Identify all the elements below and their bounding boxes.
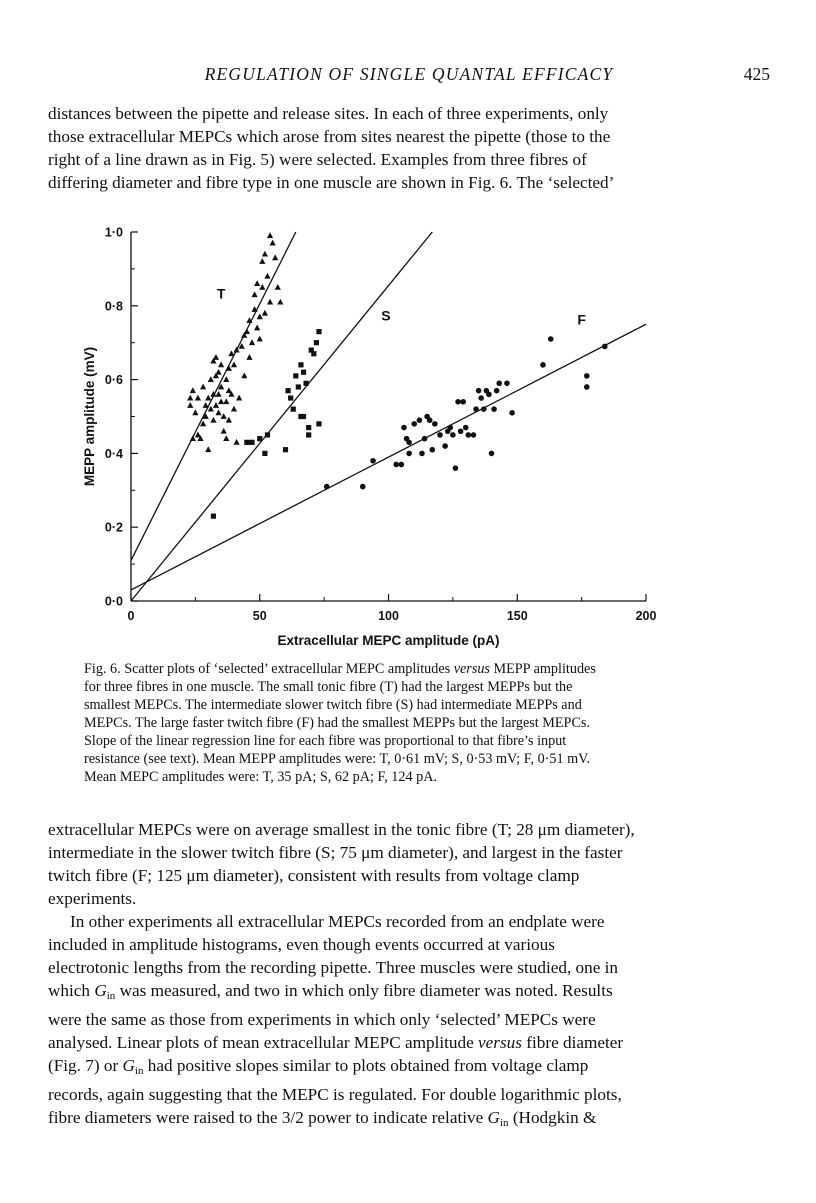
data-point-f [448,425,454,431]
data-point-t [205,446,211,452]
symbol-g: G [122,1056,135,1075]
data-point-t [210,417,216,423]
data-point-t [259,258,265,264]
data-point-t [205,395,211,401]
data-point-s [262,451,267,456]
text-line [48,1054,770,1083]
data-point-s [211,514,216,519]
data-point-f [453,465,459,471]
text-segment: fibre diameters were raised to the 3/2 power to indicate relative [48,1108,488,1127]
data-point-f [478,395,484,401]
data-point-f [399,462,405,468]
data-point-f [393,462,399,468]
data-point-f [460,399,466,405]
text-line [48,979,770,1008]
data-point-t [257,336,263,342]
data-point-s [244,440,249,445]
data-point-t [226,417,232,423]
x-tick-label: 0 [127,609,135,623]
data-point-t [277,299,283,305]
caption-line: smallest MEPCs. The intermediate slower twitch fibre (S) had intermediate MEPPs and [84,697,582,713]
data-point-t [270,240,276,246]
data-point-t [267,232,273,238]
y-tick-label: 1·0 [104,225,123,240]
data-point-t [262,310,268,316]
data-point-t [249,339,255,345]
data-point-t [262,251,268,257]
data-point-f [489,451,495,457]
y-tick-label: 0·2 [104,520,123,535]
data-point-f [455,399,461,405]
data-point-t [259,284,265,290]
data-point-f [584,384,590,390]
page-number: 425 [743,64,770,84]
x-tick-label: 150 [506,609,528,623]
data-point-s [314,340,319,345]
data-point-f [324,484,330,490]
data-point-f [417,417,423,423]
x-tick-label: 100 [378,609,399,623]
data-point-t [226,365,232,371]
caption-line: Slope of the linear regression line for each fibre was proportional to that fibre’s input [84,733,567,749]
data-point-s [293,373,298,378]
data-point-s [311,351,316,356]
data-point-f [481,406,487,412]
data-point-t [246,354,252,360]
subscript-in: in [499,1117,509,1129]
data-point-s [257,436,262,441]
data-point-f [411,421,417,427]
data-point-t [221,428,227,434]
data-point-s [283,447,288,452]
paragraph-1 [48,818,770,910]
data-point-f [429,447,435,453]
text-line: extracellular MEPCs were on average smallest in the tonic fibre (T; 28 μm diameter), [48,820,635,839]
text-line: right of a line drawn as in Fig. 5) were selected. Examples from three fibres of [48,150,587,169]
data-point-t [231,361,237,367]
y-axis-label: MEPP amplitude (mV) [82,346,97,487]
x-tick-label: 50 [252,609,267,623]
text-line: In other experiments all extracellular MEPCs recorded from an endplate were [70,912,605,931]
series-label-s: S [381,307,391,324]
running-title: REGULATION OF SINGLE QUANTAL EFFICACY [204,64,614,84]
text-line: twitch fibre (F; 125 μm diameter), consistent with results from voltage clamp [48,866,580,885]
data-point-f [419,451,425,457]
data-point-t [252,291,258,297]
text-line: records, again suggesting that the MEPC is regulated. For double logarithmic plots, [48,1085,622,1104]
data-point-f [504,380,510,386]
data-point-s [316,329,321,334]
data-point-s [288,395,293,400]
figure-caption [84,660,732,786]
series-label-t: T [216,285,226,302]
text-line: those extracellular MEPCs which arose from sites nearest the pipette (those to the [48,127,611,146]
y-tick-label: 0·0 [104,594,123,609]
data-point-t [264,273,270,279]
data-point-s [296,384,301,389]
caption-line: MEPCs. The large faster twitch fibre (F) had the smallest MEPPs but the largest MEPCs. [84,715,590,731]
figure-6-scatter-plot [48,210,688,650]
data-point-s [291,407,296,412]
data-point-f [548,336,554,342]
data-point-f [422,436,428,442]
data-point-t [223,376,229,382]
data-point-t [190,435,196,441]
data-point-f [602,344,608,350]
subscript-in: in [134,1065,144,1077]
caption-line: resistance (see text). Mean MEPP amplitudes were: T, 0·61 mV; S, 0·53 mV; F, 0·51 mV. [84,751,591,767]
paragraph-2 [48,910,770,1135]
regression-line-s [131,232,432,601]
symbol-g: G [94,981,107,1000]
text-line: experiments. [48,889,137,908]
data-point-t [218,361,224,367]
data-point-t [236,395,242,401]
data-point-f [370,458,376,464]
text-segment: had positive slopes similar to plots obtained from voltage clamp [143,1056,589,1075]
data-point-t [223,435,229,441]
data-point-t [192,409,198,415]
caption-line: Fig. 6. Scatter plots of ‘selected’ extracellular MEPC amplitudes versus MEPP amplitudes [84,661,596,677]
text-line [48,1106,770,1135]
text-line: electrotonic lengths from the recording pipette. Three muscles were studied, one in [48,958,619,977]
data-point-t [272,254,278,260]
data-point-f [427,417,433,423]
caption-line: Mean MEPC amplitudes were: T, 35 pA; S, 62 pA; F, 124 pA. [84,769,438,785]
data-point-s [265,432,270,437]
data-point-t [275,284,281,290]
text-segment: analysed. Linear plots of mean extracellular MEPC amplitude [48,1033,479,1052]
data-point-f [401,425,407,431]
data-point-f [458,428,464,434]
data-point-t [187,395,193,401]
data-point-t [244,328,250,334]
running-header [48,64,770,92]
data-point-t [254,325,260,331]
data-point-f [476,388,482,394]
data-point-f [406,440,412,446]
data-point-s [298,362,303,367]
data-point-t [233,439,239,445]
data-point-f [463,425,469,431]
data-point-t [221,413,227,419]
text-line [48,1031,770,1054]
text-segment: fibre diameter [521,1033,624,1052]
data-point-t [228,350,234,356]
text-line: were the same as those from experiments in which only ‘selected’ MEPCs were [48,1010,596,1029]
data-point-t [208,376,214,382]
data-point-t [218,398,224,404]
text-segment: (Fig. 7) or [48,1056,123,1075]
data-point-t [254,280,260,286]
paragraph-top [48,102,770,194]
data-point-t [195,395,201,401]
emphasis-versus: versus [478,1033,522,1052]
data-point-t [231,406,237,412]
data-point-f [437,432,443,438]
text-line: distances between the pipette and release sites. In each of three experiments, only [48,104,609,123]
regression-line-f [131,324,646,590]
text-line: included in amplitude histograms, even though events occurred at various [48,935,555,954]
y-tick-label: 0·4 [104,446,123,461]
data-point-t [241,373,247,379]
text-segment: (Hodgkin & [508,1108,597,1127]
data-point-s [306,432,311,437]
symbol-g: G [487,1108,500,1127]
text-segment: which [48,981,95,1000]
data-point-f [509,410,515,416]
data-point-t [213,402,219,408]
data-point-s [285,388,290,393]
data-point-s [304,381,309,386]
x-tick-label: 200 [635,609,657,623]
data-point-s [301,370,306,375]
data-point-t [190,387,196,393]
data-point-s [316,421,321,426]
series-label-f: F [577,311,586,328]
data-point-f [486,392,492,398]
data-point-s [306,425,311,430]
caption-line: for three fibres in one muscle. The small tonic fibre (T) had the largest MEPPs but the [84,679,573,695]
data-point-s [301,414,306,419]
data-point-f [406,451,412,457]
text-line: intermediate in the slower twitch fibre (S; 75 μm diameter), and largest in the faster [48,843,623,862]
data-point-t [203,402,209,408]
data-point-t [223,398,229,404]
data-point-f [471,432,477,438]
text-segment: was measured, and two in which only fibre diameter was noted. Results [115,981,613,1000]
data-point-t [267,299,273,305]
y-tick-label: 0·8 [104,299,123,314]
data-point-t [215,369,221,375]
data-point-f [540,362,546,368]
data-point-f [494,388,500,394]
data-point-s [249,440,254,445]
data-point-f [584,373,590,379]
data-point-t [257,313,263,319]
data-point-f [360,484,366,490]
y-tick-label: 0·6 [104,373,123,388]
data-point-f [442,443,448,449]
data-point-f [432,421,438,427]
data-point-t [200,384,206,390]
text-line: differing diameter and fibre type in one muscle are shown in Fig. 6. The ‘selected’ [48,173,615,192]
data-point-t [215,391,221,397]
data-point-t [233,347,239,353]
data-point-f [496,380,502,386]
x-axis-label: Extracellular MEPC amplitude (pA) [277,633,500,648]
data-point-t [213,354,219,360]
data-point-f [466,432,472,438]
data-point-t [215,409,221,415]
data-point-t [187,402,193,408]
data-point-f [473,406,479,412]
data-point-f [450,432,456,438]
data-point-f [491,406,497,412]
subscript-in: in [106,990,116,1002]
